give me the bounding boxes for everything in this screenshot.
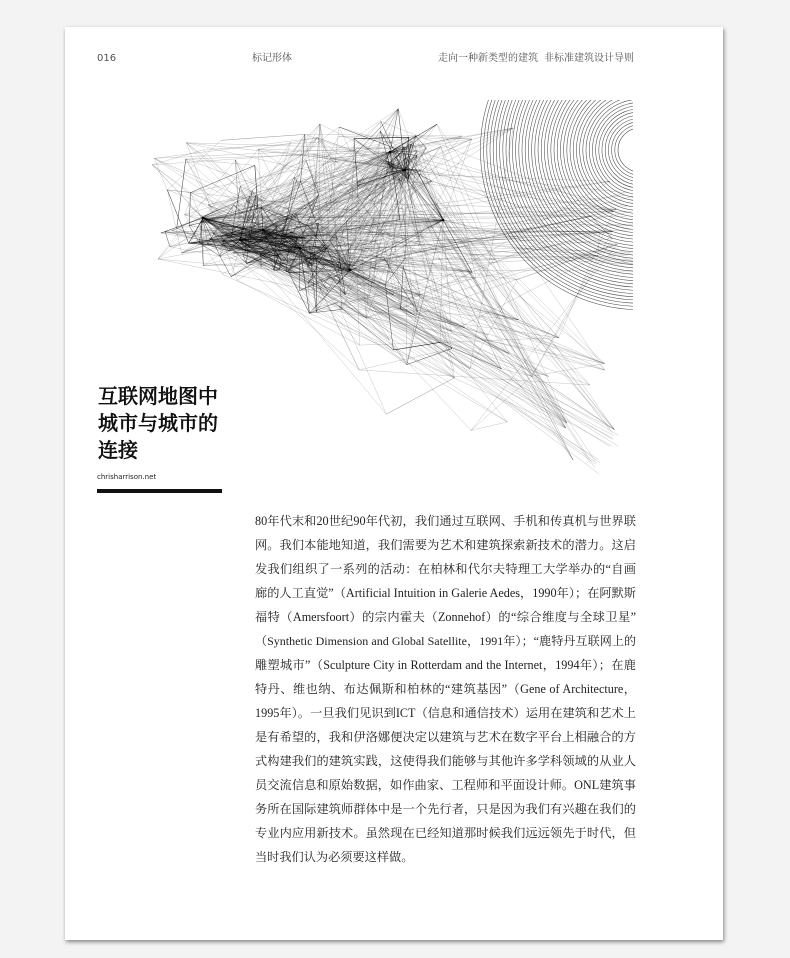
text-line: 1995年）。一旦我们见识到ICT（信息和通信技术）运用在建筑和艺术上: [255, 706, 636, 720]
figure-title-line: 连接: [98, 438, 138, 462]
book-title: 走向一种新类型的建筑: [438, 53, 538, 64]
figure-title: [98, 383, 218, 464]
page-number: 016: [97, 53, 117, 64]
book-page: [65, 27, 723, 940]
network-hub-node: [262, 229, 265, 232]
network-hub-node: [202, 217, 205, 220]
network-hub-node: [389, 151, 392, 154]
title-rule: [97, 489, 222, 493]
network-hub-node: [404, 169, 407, 172]
text-line: 网。我们本能地知道，我们需要为艺术和建筑探索新技术的潜力。这启: [255, 538, 636, 552]
text-line: 务所在国际建筑师群体中是一个先行者，只是因为我们有兴趣在我们的: [255, 802, 636, 816]
book-subtitle: 非标准建筑设计导则: [544, 53, 634, 64]
text-line: 式构建我们的建筑实践，这使得我们能够与其他许多学科领域的从业人: [255, 754, 636, 768]
network-hub-node: [239, 239, 242, 242]
network-hub-node: [442, 219, 445, 222]
figure-title-line: 互联网地图中: [98, 384, 218, 408]
text-line: 福特（Amersfoort）的宗内霍夫（Zonnehof）的“综合维度与全球卫星”: [255, 610, 636, 624]
text-line: 专业内应用新技术。虽然现在已经知道那时候我们远远领先于时代，但: [255, 826, 636, 840]
figure-credit: chrisharrison.net: [97, 473, 157, 481]
text-line: 是有希望的，我和伊洛娜便决定以建筑与艺术在数字平台上相融合的方: [255, 730, 636, 744]
body-paragraph: [255, 509, 636, 869]
text-line: 雕塑城市”（Sculpture City in Rotterdam and the Internet，1994年）；在鹿: [255, 658, 636, 672]
figure-title-line: 城市与城市的: [98, 411, 218, 435]
text-line: （Synthetic Dimension and Global Satellite，1991年）；“鹿特丹互联网上的: [255, 634, 636, 648]
text-line: 廊的人工直觉”（Artificial Intuition in Galerie Aedes，1990年）；在阿默斯: [255, 586, 636, 600]
text-line: 当时我们认为必须要这样做。: [255, 850, 414, 864]
concentric-arcs: [480, 100, 633, 310]
section-title: 标记形体: [252, 53, 292, 64]
text-line: 发我们组织了一系列的活动：在柏林和代尔夫特理工大学举办的“自画: [255, 562, 636, 576]
network-hub-node: [299, 247, 302, 250]
text-line: 特丹、维也纳、布达佩斯和柏林的“建筑基因”（Gene of Architecture，: [255, 682, 636, 696]
text-line: 员交流信息和原始数据，如作曲家、工程师和平面设计师。ONL建筑事: [255, 778, 636, 792]
running-book-title: [438, 53, 634, 65]
network-hub-node: [349, 269, 352, 272]
text-line: 80年代末和20世纪90年代初，我们通过互联网、手机和传真机与世界联: [255, 514, 636, 528]
